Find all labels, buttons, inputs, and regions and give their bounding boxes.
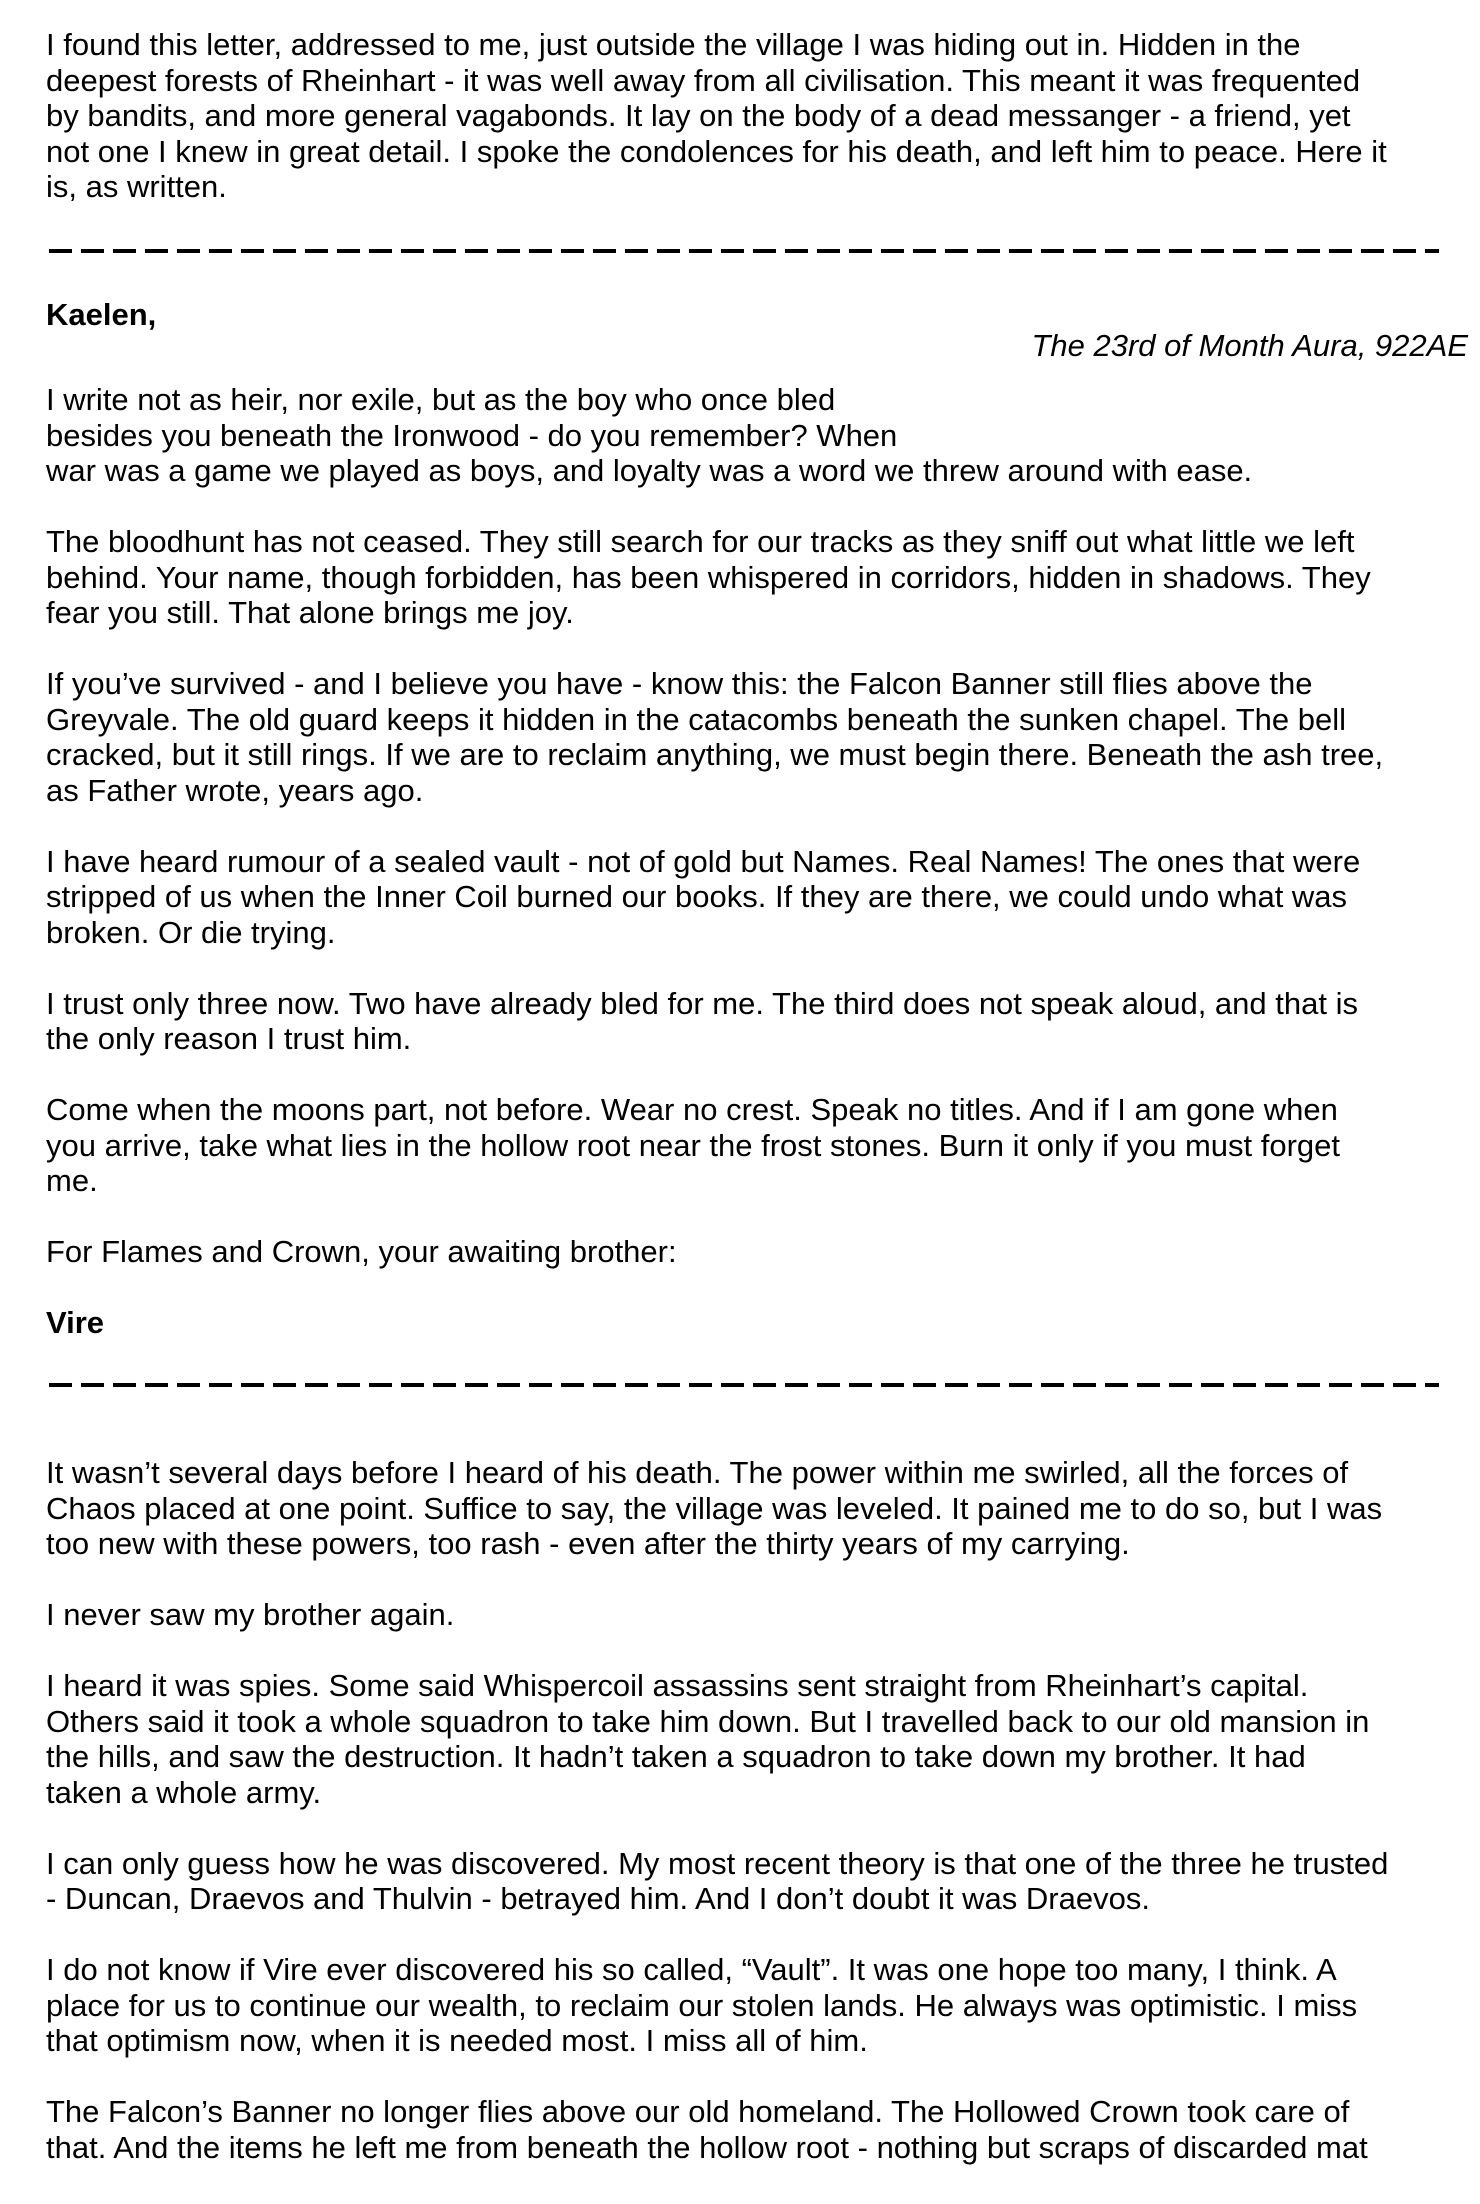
text-line: is, as written.	[46, 169, 227, 204]
section-divider	[46, 205, 1466, 312]
text-line: the only reason I trust him.	[46, 1021, 412, 1056]
text-line: I write not as heir, nor exile, but as the boy who once bled	[46, 382, 836, 417]
letter-paragraph	[46, 382, 1466, 489]
text-line: you arrive, take what lies in the hollow root near the frost stones. Burn it only if you must forget	[46, 1127, 1341, 1163]
letter-salutation: Kaelen,	[46, 297, 157, 332]
letter-paragraph	[46, 844, 1466, 951]
text-line: fear you still. That alone brings me joy.	[46, 595, 574, 630]
text-line: stripped of us when the Inner Coil burned our books. If they are there, we could undo what was	[46, 879, 1348, 914]
text-line: I never saw my brother again.	[46, 1597, 455, 1632]
letter-closing	[46, 1234, 1466, 1270]
text-line: Come when the moons part, not before. Wear no crest. Speak no titles. And if I am gone when	[46, 1092, 1338, 1127]
text-line: I can only guess how he was discovered. My most recent theory is that one of the three he trusted	[46, 1845, 1389, 1881]
text-line: broken. Or die trying.	[46, 914, 336, 950]
text-line: me.	[46, 1163, 98, 1198]
text-line: too new with these powers, too rash - even after the thirty years of my carrying.	[46, 1526, 1130, 1561]
text-line: I have heard rumour of a sealed vault - not of gold but Names. Real Names! The ones that were	[46, 843, 1361, 879]
letter-paragraph	[46, 986, 1466, 1057]
text-line: The bloodhunt has not ceased. They still search for our tracks as they sniff out what little we left	[46, 524, 1355, 559]
text-line: I heard it was spies. Some said Whispercoil assassins sent straight from Rheinhart’s capital.	[46, 1668, 1309, 1703]
text-line: place for us to continue our wealth, to reclaim our stolen lands. He always was optimistic. I miss	[46, 1987, 1358, 2023]
text-line: that optimism now, when it is needed most. I miss all of him.	[46, 2023, 868, 2058]
text-line: the hills, and saw the destruction. It hadn’t taken a squadron to take down my brother. It had	[46, 1739, 1306, 1774]
text-line: The Falcon’s Banner no longer flies above our old homeland. The Hollowed Crown took care of	[46, 2094, 1350, 2129]
text-line: If you’ve survived - and I believe you have - know this: the Falcon Banner still flies above the	[46, 666, 1313, 701]
text-line: deepest forests of Rheinhart - it was well away from all civilisation. This meant it was frequented	[46, 62, 1361, 98]
text-line: For Flames and Crown, your awaiting brother:	[46, 1234, 677, 1269]
text-line: by bandits, and more general vagabonds. It lay on the body of a dead messanger - a friend, yet	[46, 98, 1351, 133]
text-line: as Father wrote, years ago.	[46, 772, 424, 808]
document-page	[46, 27, 1466, 2201]
text-line: behind. Your name, though forbidden, has been whispered in corridors, hidden in shadows. They	[46, 559, 1371, 595]
epilogue-paragraph	[46, 1668, 1466, 1810]
letter-date: The 23rd of Month Aura, 922AE	[1031, 327, 1468, 363]
epilogue-paragraph	[46, 1846, 1466, 1917]
letter-paragraph	[46, 666, 1466, 808]
text-line: I do not know if Vire ever discovered his so called, “Vault”. It was one hope too many, I think. A	[46, 1952, 1337, 1987]
text-line: war was a game we played as boys, and loyalty was a word we threw around with ease.	[46, 453, 1253, 488]
epilogue-paragraph	[46, 1597, 1466, 1633]
text-line: besides you beneath the Ironwood - do you remember? When	[46, 417, 898, 453]
epilogue-paragraph	[46, 2094, 1466, 2165]
text-line: I trust only three now. Two have already bled for me. The third does not speak aloud, and that is	[46, 985, 1358, 1021]
dashed-rule	[49, 1383, 1439, 1387]
text-line: Greyvale. The old guard keeps it hidden in the catacombs beneath the sunken chapel. The bell	[46, 701, 1346, 737]
dashed-rule	[49, 249, 1439, 253]
text-line: Others said it took a whole squadron to take him down. But I travelled back to our old mansion in	[46, 1703, 1370, 1739]
letter-paragraph	[46, 1092, 1466, 1199]
text-line: It wasn’t several days before I heard of his death. The power within me swirled, all the forces of	[46, 1455, 1349, 1490]
text-line: taken a whole army.	[46, 1774, 322, 1810]
letter-paragraph	[46, 524, 1466, 631]
text-line: I found this letter, addressed to me, just outside the village I was hiding out in. Hidden in the	[46, 27, 1301, 62]
letter-signature: Vire	[46, 1305, 105, 1340]
text-line: that. And the items he left me from beneath the hollow root - nothing but scraps of discarded mat	[46, 2129, 1368, 2165]
section-divider	[46, 1341, 1466, 1448]
text-line: cracked, but it still rings. If we are to reclaim anything, we must begin there. Beneath the ash tree,	[46, 737, 1384, 772]
letter-date-row	[46, 327, 1468, 369]
text-line: - Duncan, Draevos and Thulvin - betrayed him. And I don’t doubt it was Draevos.	[46, 1881, 1150, 1916]
text-line: Chaos placed at one point. Suffice to say, the village was leveled. It pained me to do so, but I was	[46, 1490, 1383, 1526]
epilogue-paragraph	[46, 1952, 1466, 2059]
text-line: not one I knew in great detail. I spoke the condolences for his death, and left him to peace. Here it	[46, 133, 1387, 169]
intro-paragraph	[46, 27, 1466, 205]
epilogue-paragraph	[46, 1455, 1466, 1562]
